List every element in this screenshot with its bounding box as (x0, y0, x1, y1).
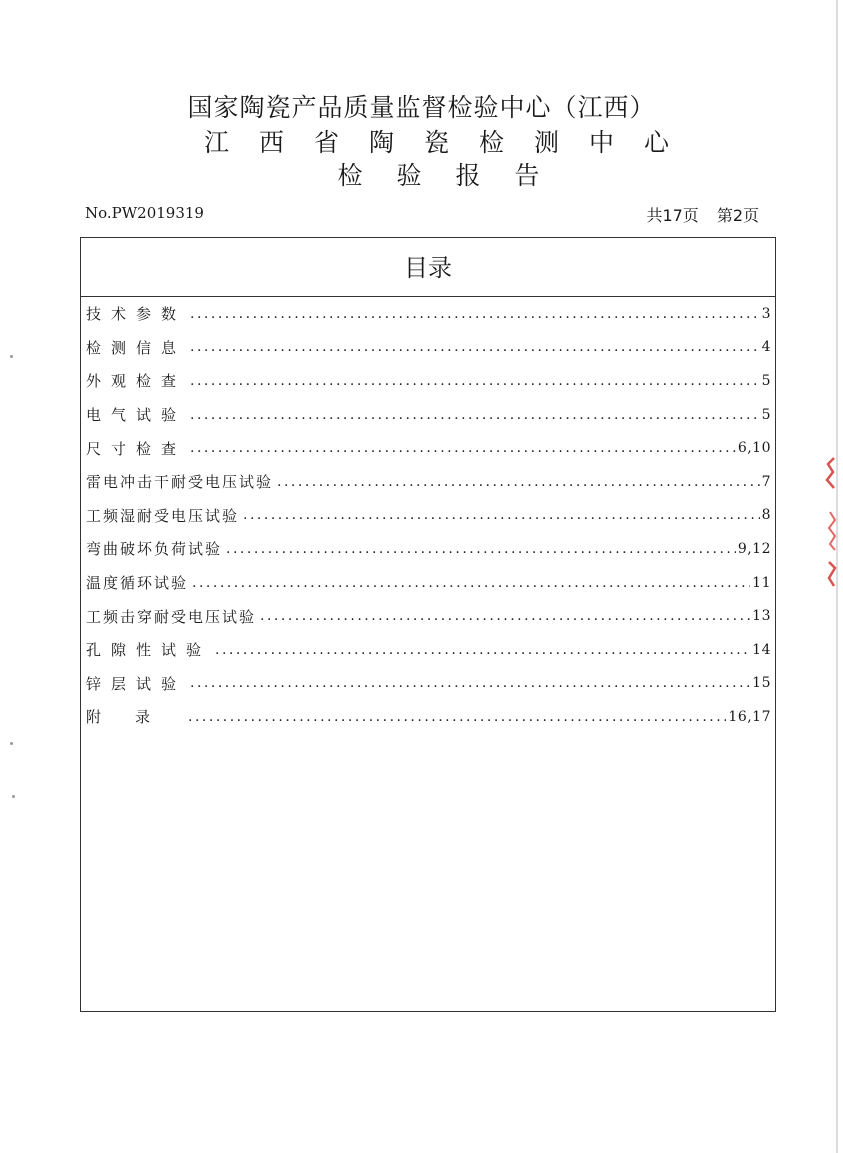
toc-item-page: 11 (752, 574, 771, 591)
toc-item-page: 16,17 (728, 708, 771, 725)
report-title-line2: 江西省陶瓷检测中心 (203, 128, 699, 157)
toc-item-label: 电气试验 (86, 406, 187, 425)
toc-item-page: 7 (761, 473, 771, 490)
toc-item-label: 孔隙性试验 (86, 641, 212, 660)
toc-item-page: 5 (761, 406, 771, 423)
toc-item-label: 温度循环试验 (86, 574, 189, 593)
scan-speck (10, 742, 13, 745)
report-title-line3: 检验报告 (337, 161, 574, 190)
toc-leader-dots (190, 306, 760, 322)
toc-item-electrical-test[interactable] (81, 398, 775, 432)
report-number: No.PW2019319 (85, 204, 204, 222)
toc-item-temperature-cycle-test[interactable] (81, 566, 775, 600)
toc-item-appendix[interactable] (81, 700, 775, 734)
toc-item-visual-inspection[interactable] (81, 364, 775, 398)
toc-item-page: 15 (752, 675, 771, 692)
toc-item-puncture-withstand-test[interactable] (81, 599, 775, 633)
toc-leader-dots (226, 541, 736, 557)
toc-item-porosity-test[interactable] (81, 633, 775, 667)
toc-leader-dots (243, 507, 760, 523)
toc-item-label: 工频击穿耐受电压试验 (86, 607, 257, 626)
toc-item-page: 3 (761, 305, 771, 322)
toc-item-bending-failure-load-test[interactable] (81, 532, 775, 566)
toc-leader-dots (190, 339, 760, 355)
toc-item-lightning-impulse-test[interactable] (81, 465, 775, 499)
toc-item-label: 工频湿耐受电压试验 (86, 506, 240, 525)
toc-leader-dots (190, 440, 736, 456)
toc-leader-dots (260, 608, 750, 624)
page-count (646, 203, 759, 226)
toc-item-zinc-coating-test[interactable] (81, 667, 775, 701)
toc-item-label: 检测信息 (86, 338, 187, 357)
toc-item-page: 4 (761, 339, 771, 356)
report-title-line1: 国家陶瓷产品质量监督检验中心（江西） (187, 93, 656, 122)
toc-item-page: 6,10 (737, 440, 771, 457)
toc-item-label: 外观检查 (86, 372, 187, 391)
toc-list (81, 297, 775, 734)
toc-item-dimension-check[interactable] (81, 431, 775, 465)
toc-item-label: 雷电冲击干耐受电压试验 (86, 473, 274, 492)
toc-leader-dots (192, 575, 750, 591)
toc-leader-dots (215, 642, 750, 658)
toc-item-technical-parameters[interactable] (81, 297, 775, 331)
scan-speck (10, 355, 13, 358)
table-of-contents (80, 237, 776, 1012)
scan-speck (12, 795, 15, 798)
toc-item-page: 9,12 (737, 540, 771, 557)
toc-item-label: 尺寸检查 (86, 439, 187, 458)
toc-item-label: 弯曲破坏负荷试验 (86, 540, 223, 559)
toc-item-page: 5 (761, 372, 771, 389)
toc-item-label: 附录 (86, 708, 185, 727)
red-seal-stamp-fragment (824, 450, 838, 590)
toc-leader-dots (188, 709, 726, 725)
toc-item-power-frequency-wet-test[interactable] (81, 499, 775, 533)
current-page: 第2页 (716, 206, 759, 225)
toc-leader-dots (190, 373, 760, 389)
toc-item-page: 8 (761, 507, 771, 524)
toc-leader-dots (190, 407, 760, 423)
toc-title: 目录 (81, 238, 775, 297)
toc-leader-dots (277, 474, 760, 490)
toc-item-test-information[interactable] (81, 331, 775, 365)
toc-item-label: 锌层试验 (86, 674, 187, 693)
toc-leader-dots (190, 675, 750, 691)
total-pages: 共17页 (646, 206, 699, 225)
toc-item-page: 14 (752, 641, 771, 658)
toc-item-label: 技术参数 (86, 305, 187, 324)
toc-item-page: 13 (752, 608, 771, 625)
